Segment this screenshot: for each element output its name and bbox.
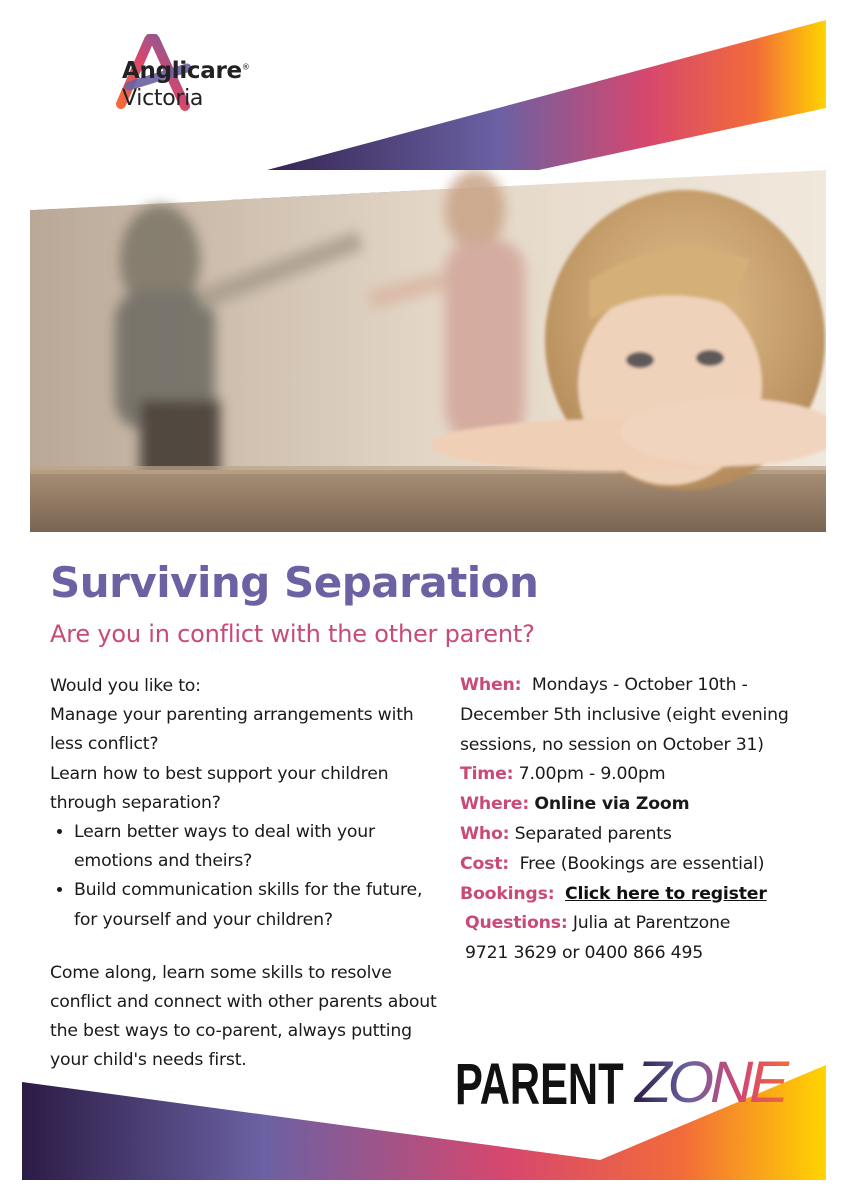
brand-region: Victoria bbox=[122, 86, 204, 111]
intro-line: Manage your parenting arrangements with less conflict? bbox=[50, 705, 414, 755]
questions-label: Questions: bbox=[465, 913, 568, 934]
bookings-label: Bookings: bbox=[460, 883, 555, 904]
who-label: Who: bbox=[460, 823, 510, 844]
page-subtitle: Are you in conflict with the other parent? bbox=[50, 620, 535, 648]
detail-bookings bbox=[460, 880, 805, 910]
detail-cost bbox=[460, 850, 805, 880]
who-value: Separated parents bbox=[514, 823, 672, 844]
contact-phones: 9721 3629 or 0400 866 495 bbox=[465, 943, 704, 964]
detail-where bbox=[460, 790, 805, 820]
cost-value: Free (Bookings are essential) bbox=[519, 853, 765, 874]
where-value: Online via Zoom bbox=[534, 794, 690, 815]
intro-closing: Come along, learn some skills to resolve conflict and connect with other parents about the best ways to co-parent, always putting your child's needs first. bbox=[50, 962, 437, 1071]
intro-bullet-list bbox=[50, 818, 445, 935]
parentzone-logo bbox=[455, 1052, 791, 1117]
detail-time bbox=[460, 760, 805, 790]
register-link[interactable]: Click here to register bbox=[565, 883, 767, 904]
event-details bbox=[460, 671, 805, 969]
list-item: • Build communication skills for the future, for yourself and your children? bbox=[74, 876, 445, 934]
parentzone-logo-part1: PARENT bbox=[455, 1052, 624, 1117]
brand-name: Anglicare® bbox=[122, 58, 250, 84]
questions-value: Julia at Parentzone bbox=[572, 913, 731, 934]
intro-lead: Would you like to: bbox=[50, 676, 201, 696]
detail-questions bbox=[460, 909, 805, 939]
time-label: Time: bbox=[460, 764, 514, 785]
when-value: Mondays - October 10th - December 5th inclusive (eight evening sessions, no session on October 31) bbox=[460, 675, 789, 755]
parentzone-logo-part2 bbox=[631, 1052, 791, 1108]
hero-photo bbox=[30, 170, 826, 532]
list-item: • Learn better ways to deal with your emotions and theirs? bbox=[74, 818, 445, 876]
when-label: When: bbox=[460, 675, 522, 695]
where-label: Where: bbox=[460, 794, 530, 815]
cost-label: Cost: bbox=[460, 853, 510, 874]
intro-line: Learn how to best support your children through separation? bbox=[50, 763, 389, 813]
detail-who bbox=[460, 820, 805, 850]
intro-section bbox=[50, 672, 445, 1076]
time-value: 7.00pm - 9.00pm bbox=[518, 764, 666, 785]
page-title: Surviving Separation bbox=[50, 558, 539, 607]
detail-when bbox=[460, 671, 805, 760]
svg-text:ZONE: ZONE bbox=[633, 1052, 791, 1108]
